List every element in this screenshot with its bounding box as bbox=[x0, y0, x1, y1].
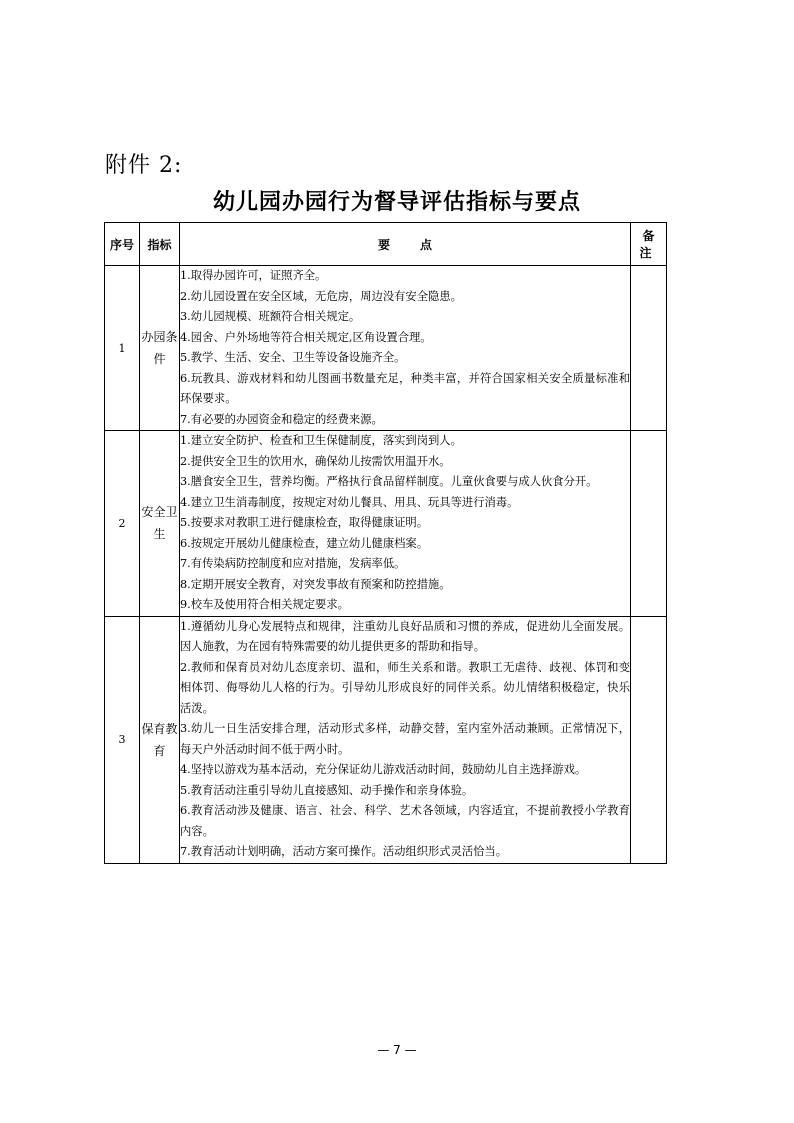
header-seq: 序号 bbox=[105, 223, 140, 266]
point-item: 4.园舍、户外场地等符合相关规定,区角设置合理。 bbox=[180, 330, 432, 344]
header-points: 要点 bbox=[180, 223, 631, 266]
row-indicator: 安全卫生 bbox=[140, 431, 180, 617]
row-seq: 3 bbox=[105, 616, 140, 863]
row-seq: 1 bbox=[105, 266, 140, 431]
point-item: 3.膳食安全卫生，营养均衡。严格执行食品留样制度。儿童伙食要与成人伙食分开。 bbox=[180, 475, 598, 488]
point-item: 3.幼儿园规模、班额符合相关规定。 bbox=[180, 310, 361, 323]
header-notes: 备注 bbox=[631, 223, 667, 266]
row-indicator: 保育教育 bbox=[140, 616, 180, 863]
point-item: 7.有必要的办园资金和稳定的经费来源。 bbox=[180, 412, 383, 426]
point-item: 3.幼儿一日生活安排合理，活动形式多样，动静交替，室内室外活动兼顾。正常情况下，每天户外活动时间不低于两小时。 bbox=[180, 722, 630, 756]
point-item: 6.玩教具、游戏材料和幼儿图画书数量充足，种类丰富，并符合国家相关安全质量标准和环保要求。 bbox=[180, 371, 630, 405]
point-item: 1.取得办园许可，证照齐全。 bbox=[180, 269, 327, 282]
point-item: 4.坚持以游戏为基本活动，充分保证幼儿游戏活动时间，鼓励幼儿自主选择游戏。 bbox=[180, 763, 587, 776]
point-item: 2.教师和保育员对幼儿态度亲切、温和，师生关系和谐。教职工无虐待、歧视、体罚和变相体罚、侮辱幼儿人格的行为。引导幼儿形成良好的同伴关系。幼儿情绪积极稳定，快乐活泼。 bbox=[180, 660, 630, 715]
table-header-row bbox=[105, 223, 667, 266]
point-item: 7.有传染病防控制度和应对措施，发病率低。 bbox=[180, 557, 406, 570]
table-row bbox=[105, 266, 667, 431]
point-item: 7.教育活动计划明确，活动方案可操作。活动组织形式灵活恰当。 bbox=[180, 845, 508, 858]
point-item: 5.教学、生活、安全、卫生等设备设施齐全。 bbox=[180, 351, 406, 364]
point-item: 2.幼儿园设置在安全区域，无危房，周边没有安全隐患。 bbox=[180, 289, 462, 303]
point-item: 2.提供安全卫生的饮用水，确保幼儿按需饮用温开水。 bbox=[180, 454, 451, 468]
point-item: 8.定期开展安全教育，对突发事故有预案和防控措施。 bbox=[180, 577, 451, 591]
point-item: 6.按规定开展幼儿健康检查，建立幼儿健康档案。 bbox=[180, 536, 429, 550]
point-item: 4.建立卫生消毒制度，按规定对幼儿餐具、用具、玩具等进行消毒。 bbox=[180, 495, 519, 509]
row-note bbox=[631, 431, 667, 617]
point-item: 5.按要求对教职工进行健康检查，取得健康证明。 bbox=[180, 516, 429, 529]
document-title: 幼儿园办园行为督导评估指标与要点 bbox=[212, 190, 581, 215]
row-seq: 2 bbox=[105, 431, 140, 617]
attachment-label: 附件 2: bbox=[105, 153, 183, 178]
point-item: 6.教育活动涉及健康、语言、社会、科学、艺术各领域，内容适宜，不提前教授小学教育内容。 bbox=[180, 804, 630, 838]
row-points bbox=[180, 616, 631, 863]
table-row bbox=[105, 616, 667, 863]
point-item: 9.校车及使用符合相关规定要求。 bbox=[180, 598, 349, 611]
page-number: — 7 — bbox=[377, 1043, 417, 1057]
row-indicator: 办园条件 bbox=[140, 266, 180, 431]
header-indicator: 指标 bbox=[140, 223, 180, 266]
row-points bbox=[180, 431, 631, 617]
point-item: 1.建立安全防护、检查和卫生保健制度，落实到岗到人。 bbox=[180, 434, 462, 447]
row-note bbox=[631, 616, 667, 863]
point-item: 5.教育活动注重引导幼儿直接感知、动手操作和亲身体验。 bbox=[180, 783, 474, 797]
table-row bbox=[105, 431, 667, 617]
evaluation-criteria-table bbox=[104, 222, 667, 864]
point-item: 1.遵循幼儿身心发展特点和规律，注重幼儿良好品质和习惯的养成，促进幼儿全面发展。因人施教，为在园有特殊需要的幼儿提供更多的帮助和指导。 bbox=[180, 619, 630, 653]
row-points bbox=[180, 266, 631, 431]
row-note bbox=[631, 266, 667, 431]
